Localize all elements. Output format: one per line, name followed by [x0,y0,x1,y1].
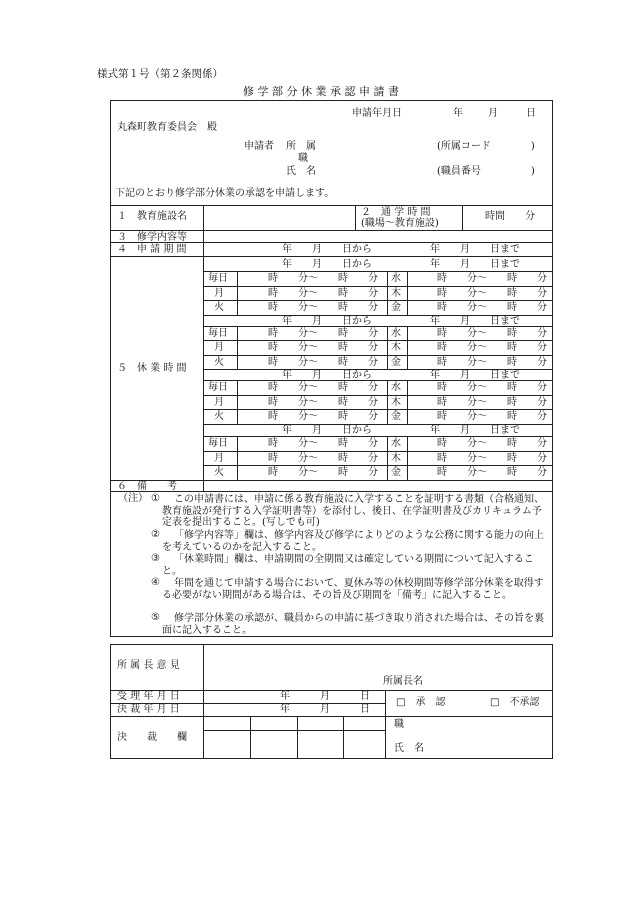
staff-number: (職員番号 ) [437,166,535,177]
day-cell: 火 [214,411,224,422]
block-to: 年 月 日まで [430,370,520,381]
decided-date-label: 決 裁 年 月 日 [117,704,180,715]
commute-time: 時間 分 [485,211,535,222]
note-item: 修学部分休業の承認が、職員からの申請に基づき取り消された場合は、その旨を裏面に記入すること。 [162,613,544,636]
notes-prefix: （注） [118,493,148,504]
day-cell: 火 [214,467,224,478]
time-cell: 時 分～ 時 分 [268,342,378,353]
time-cell: 時 分～ 時 分 [268,357,378,368]
form-number: 様式第１号（第２条関係） [97,68,223,80]
received-date-label: 受 理 年 月 日 [117,691,180,702]
affiliation-code: (所属コード ) [437,141,535,152]
apply-year-unit: 年 [453,108,463,119]
note-number: ① [151,493,160,504]
day-cell: 毎日 [208,438,228,449]
reject-checkbox[interactable]: □ 不承認 [490,697,540,708]
received-date: 年 月 日 [280,691,370,702]
day-cell: 金 [391,302,401,313]
note-number: ③ [151,553,160,564]
time-cell: 時 分～ 時 分 [268,302,378,313]
note-item: 「修学内容等」欄は、修学内容及び修学によりどのような公務に関する能力の向上を考えているのかを記入すること。 [162,530,544,553]
time-cell: 時 分～ 時 分 [268,438,378,449]
affiliation-label: 所 属 [286,141,316,152]
block-to: 年 月 日まで [430,425,520,436]
leave-hours-label: ５ 休 業 時 間 [117,363,187,374]
opinion-label: 所 属 長 意 見 [117,660,180,671]
time-cell: 時 分～ 時 分 [437,328,547,339]
day-cell: 毎日 [208,382,228,393]
day-cell: 月 [214,288,224,299]
time-cell: 時 分～ 時 分 [268,397,378,408]
name-label: 氏 名 [286,166,316,177]
day-cell: 木 [391,342,401,353]
time-cell: 時 分～ 時 分 [437,453,547,464]
day-cell: 木 [391,453,401,464]
day-cell: 水 [391,273,401,284]
day-cell: 月 [214,453,224,464]
day-cell: 金 [391,357,401,368]
position-label: 職 [298,153,308,164]
applicant-label: 申請者 [244,141,274,152]
day-cell: 水 [391,382,401,393]
decision-label: 決 裁 欄 [117,732,187,743]
approver-name-label: 氏 名 [394,743,424,754]
time-cell: 時 分～ 時 分 [268,467,378,478]
page-title: 修 学 部 分 休 業 承 認 申 請 書 [243,85,399,98]
remarks-label: ６ 備 考 [117,481,177,492]
note-item: 年間を通じて申請する場合において、夏休み等の休校期間等修学部分休業を取得する必要がない期間がある場合は、その旨及び期間を「備考」に記入すること。 [162,578,544,601]
time-cell: 時 分～ 時 分 [437,302,547,313]
block-from: 年 月 日から [282,316,372,327]
decided-date: 年 月 日 [280,704,370,715]
time-cell: 時 分～ 時 分 [437,382,547,393]
time-cell: 時 分～ 時 分 [437,397,547,408]
time-cell: 時 分～ 時 分 [268,288,378,299]
day-cell: 月 [214,342,224,353]
apply-day-unit: 日 [526,108,536,119]
block-from: 年 月 日から [282,425,372,436]
period-from: 年 月 日から [282,244,372,255]
period-label: ４ 申 請 期 間 [117,244,187,255]
time-cell: 時 分～ 時 分 [268,382,378,393]
day-cell: 水 [391,328,401,339]
apply-date-label: 申請年月日 [352,108,402,119]
note-number: ④ [151,577,160,588]
note-item: 「休業時間」欄は、申請期間の全期間又は確定している期間について記入すること。 [162,554,534,577]
time-cell: 時 分～ 時 分 [437,467,547,478]
day-cell: 水 [391,438,401,449]
block-to: 年 月 日まで [430,259,520,270]
study-content-label: ３ 修学内容等 [117,232,187,243]
day-cell: 月 [214,397,224,408]
day-cell: 木 [391,288,401,299]
commute-label: ２ 通 学 時 間 [361,207,431,218]
note-item: この申請書には、申請に係る教育施設に入学することを証明する書類（合格通知、教育施設が発行する入学証明書等）を添付し、後日、在学証明書及びカリキュラム予定表を提出すること。(写しでも可) [162,494,544,528]
time-cell: 時 分～ 時 分 [437,342,547,353]
chief-name-label: 所属長名 [383,676,423,687]
day-cell: 毎日 [208,273,228,284]
time-cell: 時 分～ 時 分 [268,328,378,339]
time-cell: 時 分～ 時 分 [437,288,547,299]
period-to: 年 月 日まで [430,244,520,255]
day-cell: 金 [391,467,401,478]
day-cell: 毎日 [208,328,228,339]
block-from: 年 月 日から [282,259,372,270]
time-cell: 時 分～ 時 分 [437,273,547,284]
approve-checkbox[interactable]: □ 承 認 [396,697,446,708]
approver-position-label: 職 [394,719,404,730]
time-cell: 時 分～ 時 分 [268,273,378,284]
time-cell: 時 分～ 時 分 [268,411,378,422]
day-cell: 火 [214,302,224,313]
note-number: ② [151,529,160,540]
time-cell: 時 分～ 時 分 [437,411,547,422]
facility-label: １ 教育施設名 [117,211,187,222]
time-cell: 時 分～ 時 分 [268,453,378,464]
day-cell: 金 [391,411,401,422]
block-from: 年 月 日から [282,370,372,381]
time-cell: 時 分～ 時 分 [437,438,547,449]
day-cell: 木 [391,397,401,408]
commute-sub-label: (職場～教育施設) [361,218,439,229]
note-number: ⑤ [151,612,160,623]
intro-text: 下記のとおり修学部分休業の承認を申請します。 [115,188,335,199]
addressee: 丸森町教育委員会 殿 [117,122,217,133]
day-cell: 火 [214,357,224,368]
time-cell: 時 分～ 時 分 [437,357,547,368]
block-to: 年 月 日まで [430,316,520,327]
apply-month-unit: 月 [488,108,498,119]
